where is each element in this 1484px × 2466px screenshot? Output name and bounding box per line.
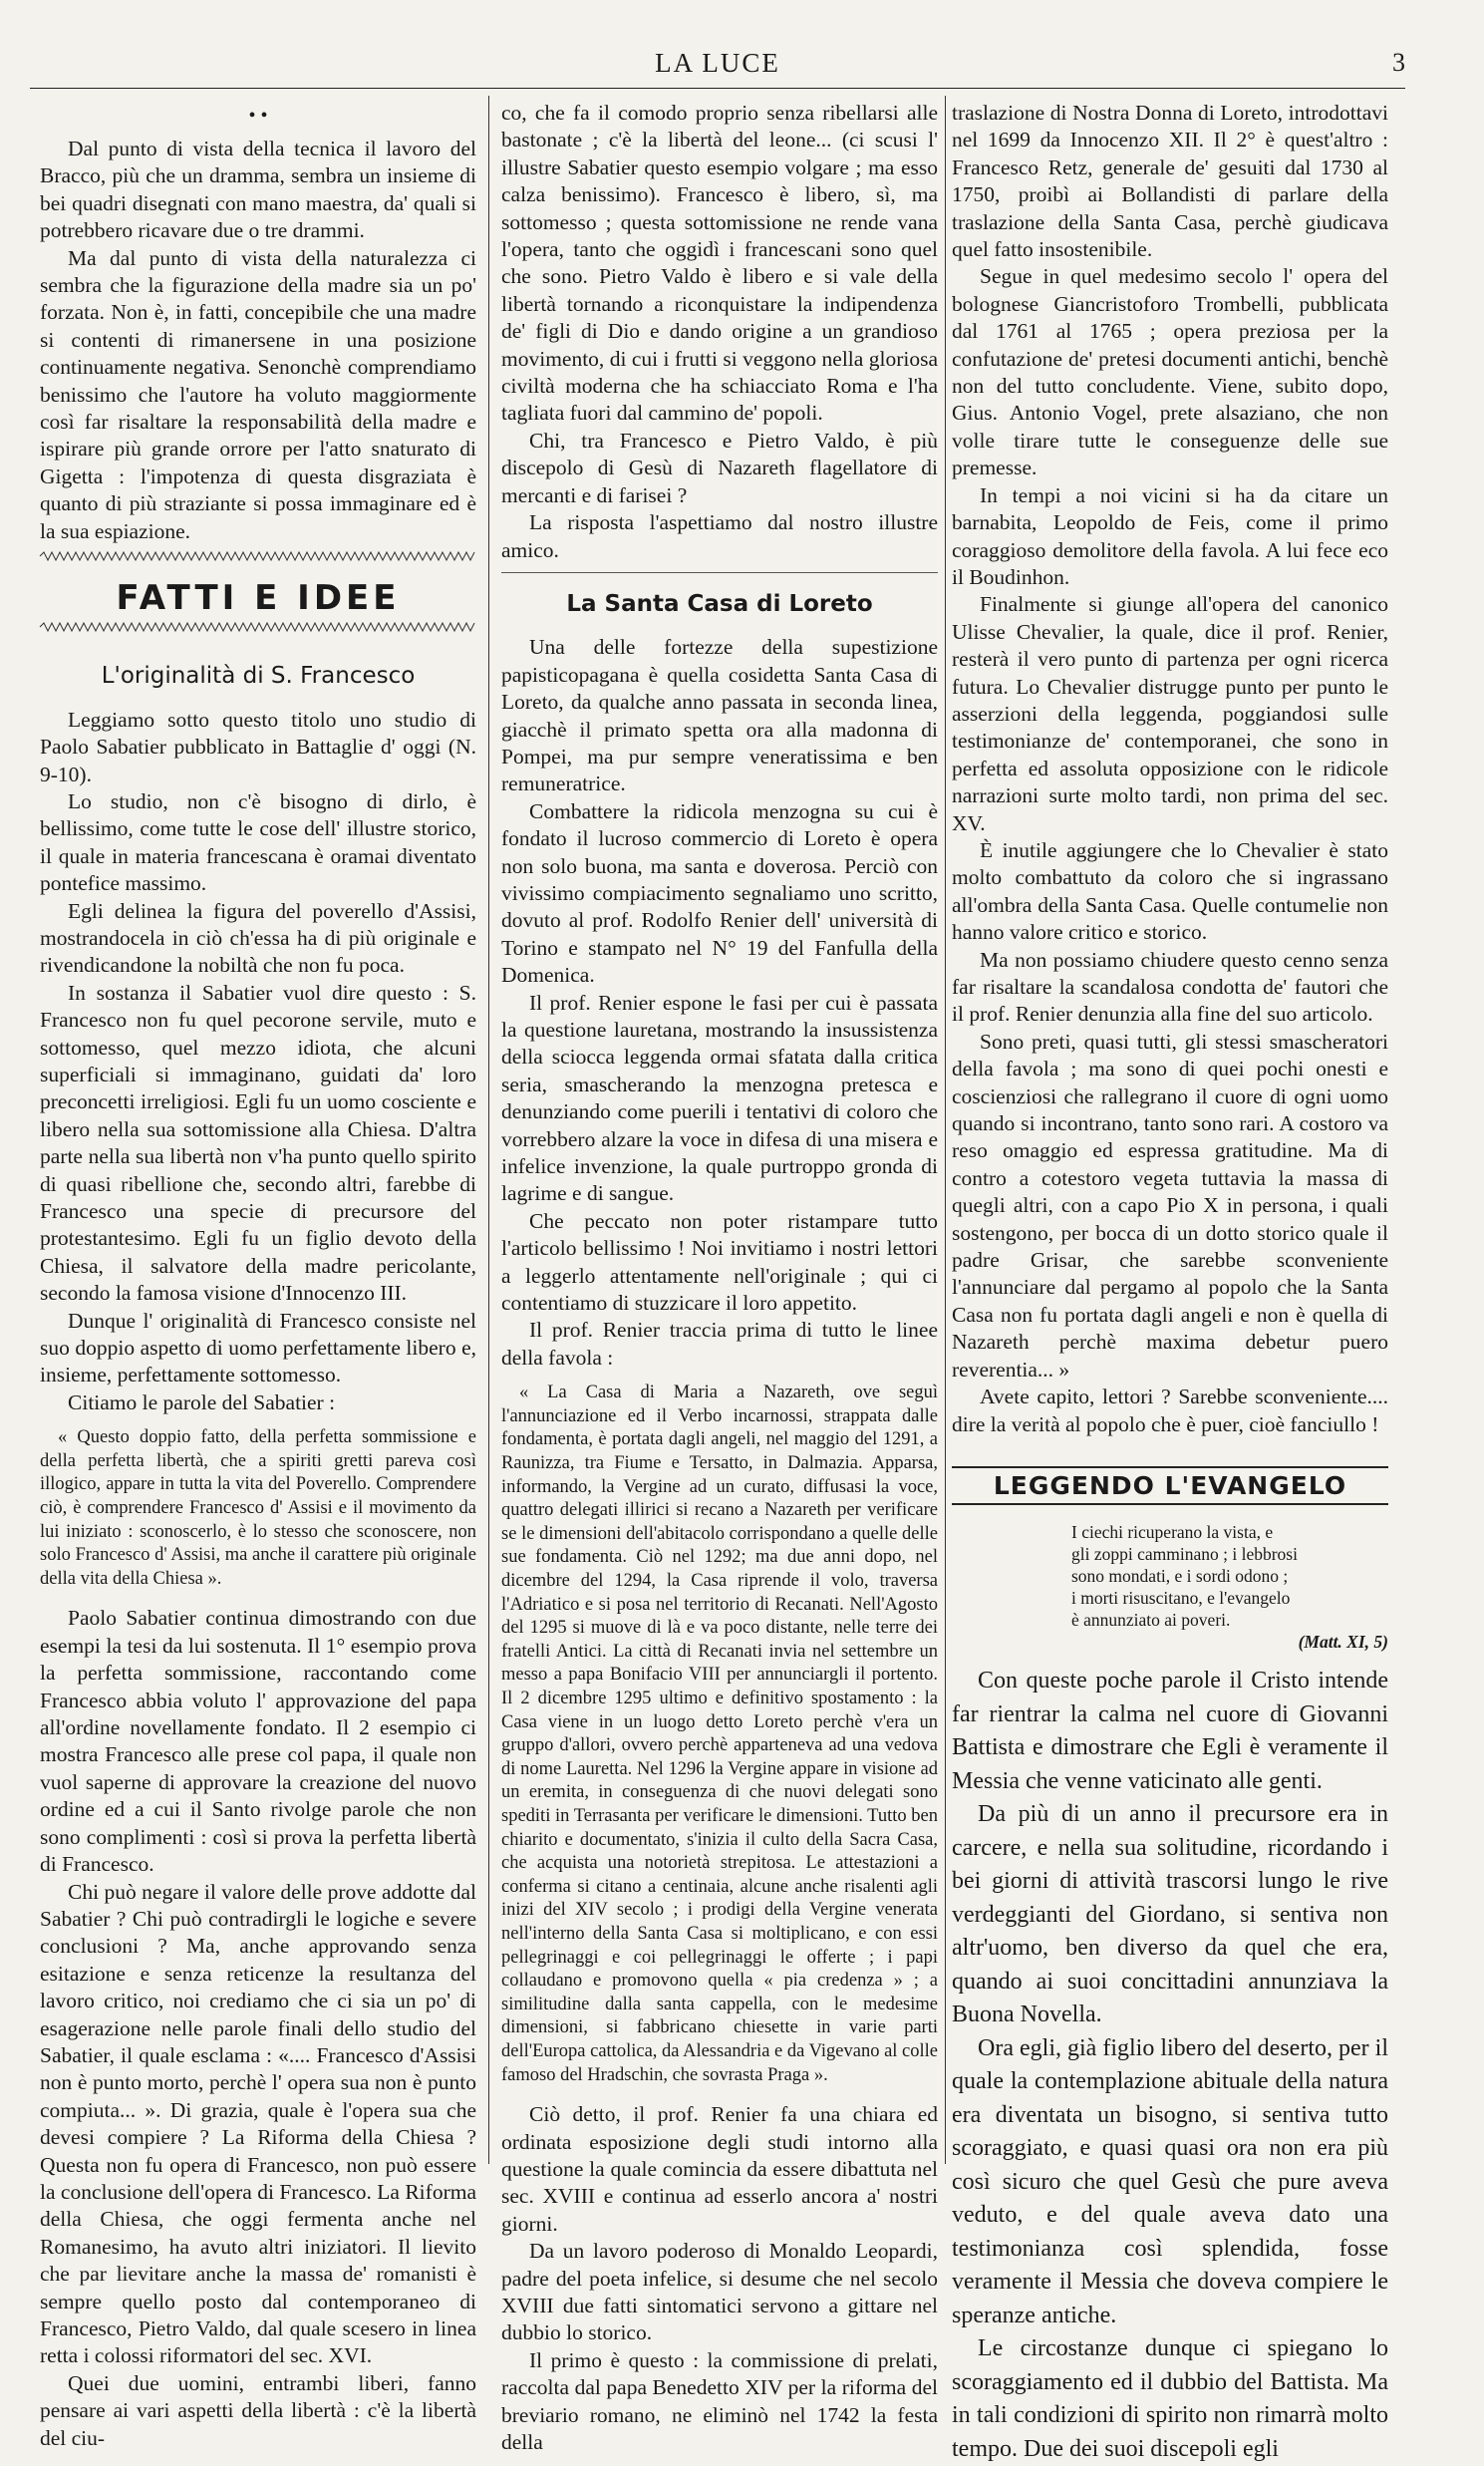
epigraph-line: sono mondati, e i sordi odono ; [1071,1566,1289,1587]
paragraph: traslazione di Nostra Donna di Loreto, introdottavi nel 1699 da Innocenzo XII. Il 2° è quest'altro : Francesco Retz, generale de' gesuiti dal 1730 al 1750, proibì ai Bollandisti di parlare della traslazione della Santa Casa, perchè giudicava quel fatto insostenibile. [952,101,1388,262]
paragraph: Quei due uomini, entrambi liberi, fanno pensare ai vari aspetti della libertà : c'è la libertà del ciu- [40,2370,476,2450]
paragraph: co, che fa il comodo proprio senza ribellarsi alle bastonate ; c'è la libertà del leone... (ci scusi l' illustre Sabatier questo esempio volgare ; ma esso calza benissimo). Francesco è libero, sì, ma sottomesso ; questa sottomissione ne rende vana l'opera, tanto che oggidì i francescani sono quel che sono. Pietro Valdo è libero e si vale della libertà tornando a riconquistare la indipendenza de' figli di Dio e dando origine a un grandioso movimento, di cui i frutti si veggono nella gloriosa civiltà moderna che ha schiacciato Roma e l'ha tagliata fuori dal cammino de' popoli. [501,101,938,426]
paragraph: Sono preti, quasi tutti, gli stessi smascheratori della favola ; ma sono di quei pochi onesti e coscienziosi che rallegrano il cuore di ogni uomo quando si incontrano, tanto sono rari. A costoro va reso omaggio ed espressa gratitudine. Ma di contro a cotestoro vegeta tuttavia la massa di quegli altri, con a capo Pio X in persona, i quali sostengono, per bocca di un dotto storico quale il padre Grisar, che sarebbe sconveniente l'annunciare dal pergamo al popolo che la Santa Casa non fu portata dagli angeli e non è quella di Nazareth perchè maxima debetur puero reverentia... » [952,1029,1388,1382]
paragraph: In sostanza il Sabatier vuol dire questo : S. Francesco non fu quel pecorone servile, muto e sottomesso, quel mezzo idiota, che alcuni superficiali si immaginano, guidati da' loro preconcetti irreligiosi. Egli fu un uomo cosciente e libero nella sua sottomissione alla Chiesa. D'altra parte nella sua libertà non v'ha punto quello spirito di quasi ribellione che, secondo altri, farebbe di Francesco una specie di precursore del protestantesimo. Egli fu un figlio devoto della Chiesa, il salvatore della madre pericolante, secondo la famosa visione d'Innocenzo III. [40,980,476,1306]
paragraph: Ciò detto, il prof. Renier fa una chiara ed ordinata esposizione degli studi intorno alla questione la quale comincia da essere dibattuta nel sec. XVIII e continua ad esserlo ancora a' nostri giorni. [501,2102,938,2236]
paragraph: Leggiamo sotto questo titolo uno studio di Paolo Sabatier pubblicato in Battaglie d' oggi (N. 9-10). [40,707,476,786]
paragraph: Da più di un anno il precursore era in carcere, e nella sua solitudine, ricordando i bei giorni di attività trascorsi lungo le rive verdeggianti del Giordano, si sentiva non altr'uomo, ben diverso da quel che era, quando ai suoi concittadini annunziava la Buona Novella. [952,1801,1388,2028]
paragraph: Citiamo le parole del Sabatier : [68,1389,336,1414]
paragraph: La risposta l'aspettiamo dal nostro illustre amico. [501,510,938,562]
paragraph: Una delle fortezze della supestizione papisticopagana è quella cosidetta Santa Casa di Loreto, da qualche anno passata in seconda linea, giacchè il primato spetta ora alla madonna di Pompei, ma pur sempre veneratissima e ben remuneratrice. [501,635,938,796]
paragraph: Dal punto di vista della tecnica il lavoro del Bracco, più che un dramma, sembra un insieme di bei quadri disegnati con mano maestra, da' quali si potrebbero ricavare due o tre drammi. [40,137,476,243]
paragraph: Il prof. Renier espone le fasi per cui è passata la questione lauretana, mostrando la insussistenza della sciocca leggenda ormai sfatata dalla critica seria, smascherando la menzogna pretesca e denunziando come puerili i tentativi di coloro che vorrebbero alzare la voce in difesa di una misera e infelice invenzione, la quale purtroppo gronda di lagrime e di sangue. [501,990,938,1206]
paragraph: Da un lavoro poderoso di Monaldo Leopardi, padre del poeta infelice, si desume che nel secolo XVIII due fatti sintomatici servono a gittare nel dubbio lo storico. [501,2239,938,2345]
epigraph-line: gli zoppi camminano ; i lebbrosi [1071,1544,1298,1565]
divider [501,572,938,573]
paragraph: Lo studio, non c'è bisogno di dirlo, è bellissimo, come tutte le cose dell' illustre storico, il quale in materia francescana è oramai diventato pontefice massimo. [40,788,476,896]
page-number: 3 [1392,48,1405,77]
quotation [40,1426,476,1591]
paragraph: Il primo è questo : la commissione di prelati, raccolta dal papa Benedetto XIV per la riforma del breviario romano, ne eliminò nel 1742 la festa della [501,2347,938,2454]
article-body [952,1665,1388,2466]
section-title: FATTI E IDEE [116,577,401,618]
paragraph: Segue in quel medesimo secolo l' opera del bolognese Giancristoforo Trombelli, pubblicata dal 1761 al 1765 ; opera preziosa per la confutazione de' pretesi documenti antichi, benchè non del tutto concludente. Viene, subito dopo, Gius. Antonio Vogel, prete alsaziano, che non volle tirare tutte le conseguenze delle sue premesse. [952,264,1388,480]
epigraph-reference: (Matt. XI, 5) [1298,1632,1388,1653]
paragraph: Avete capito, lettori ? Sarebbe sconveniente.... dire la verità al popolo che è puer, cioè fanciullo ! [952,1385,1388,1436]
paragraph: In tempi a noi vicini si ha da citare un barnabita, Leopoldo de Feis, come il primo coraggioso demolitore della favola. A lui fece eco il Boudinhon. [952,482,1388,589]
header-rule [30,88,1405,89]
epigraph [1071,1521,1388,1653]
paragraph: Dunque l' originalità di Francesco consiste nel suo doppio aspetto di uomo perfettamente libero e, insieme, perfettamente sottomesso. [40,1308,476,1387]
column-3 [952,100,1388,2462]
paragraph: Finalmente si giunge all'opera del canonico Ulisse Chevalier, la quale, dice il prof. Renier, resterà il vero punto di partenza per ogni ricerca futura. Lo Chevalier distrugge punto per punto le asserzioni della leggenda, poggiandosi sulle testimonianze de' contemporanei, che sono in perfetta ed assoluta opposizione con le ridicole narrazioni surte molto tardi, non prima del sec. XV. [952,592,1388,835]
intro-text [40,136,476,545]
quote-text: « Questo doppio fatto, della perfetta sommissione e della perfetta libertà, che a spiriti gretti pareva così illogico, appare in tutta la vita del Poverello. Comprendere ciò, è comprendere Francesco d' Assisi e il movimento da lui iniziato : sconoscerlo, è lo stesso che sconoscere, non solo Francesco d' Assisi, ma anche il carattere più originale della vita della Chiesa ». [40,1427,476,1589]
column-1 [40,100,476,2450]
paragraph: Ma dal punto di vista della naturalezza ci sembra che la figurazione della madre sia un po' forzata. Non è, in fatti, concepibile che una madre si contenti di rimanersene in una posizione continuamente negativa. Senonchè comprendiamo benissimo che l'autore ha voluto maggiormente così far risaltare la responsabilità della madre e ispirare più grande orrore per l'atto snaturato di Gigetta : l'impotenza di questa disgraziata è quanto di più straziante si possa immaginare ed è la sua espiazione. [40,245,476,543]
paragraph: Combattere la ridicola menzogna su cui è fondato il lucroso commercio di Loreto è opera non solo buona, ma santa e doverosa. Perciò con vivissimo compiacimento segnaliamo uno scritto, dovuto al prof. Rodolfo Renier dell' università di Torino e stampato nel N° 19 del Fanfulla della Domenica. [501,798,938,988]
paragraph: Il prof. Renier traccia prima di tutto le linee della favola : [501,1318,938,1370]
newspaper-title: LA LUCE [655,48,780,78]
paragraph: Egli delinea la figura del poverello d'Assisi, mostrandocela in ciò ch'essa ha di più originale e rivendicandone la nobiltà che non fu poca. [40,898,476,978]
paragraph: Paolo Sabatier continua dimostrando con due esempi la tesi da lui sostenuta. Il 1° esempio prova la perfetta sommissione, raccontando come Francesco abbia voluto l' approvazione del papa all'ordine novellamente fondato. Il 2 esempio ci mostra Francesco alle prese col papa, il quale non vuol saperne di approvare la creazione del nuovo ordine ed a cui il Santo rivolge parole che non sono complimenti : così si prova la perfetta libertà di Francesco. [40,1606,476,1877]
article-title: La Santa Casa di Loreto [566,590,873,617]
zigzag-divider [40,551,476,561]
quote-text: « La Casa di Maria a Nazareth, ove seguì l'annunciazione ed il Verbo incarnossi, strappata dalle fondamenta, è portata dagli angeli, nel maggio del 1291, a Raunizza, tra Fiume e Tersatto, in Dalmazia. Apparsa, informando, la Vergine ad un curato, diffusasi la voce, quattro delegati illirici si recano a Nazareth per verificare se le dimensioni dell'abitacolo corrispondano a quelle delle sue fondamenta. Ciò nel 1292; ma due anni dopo, nel dicembre del 1294, la Casa riprende il volo, traversa l'Adriatico e si posa nel territorio di Recanati. Nell'Agosto del 1295 si muove di là e va poco distante, nelle terre dei fratelli Antici. La città di Recanati invia nel settembre un messo a papa Bonifacio VIII per annunciargli il portento. Il 2 dicembre 1295 ultimo e definitivo spostamento : la Casa viene in un luogo detto Loreto perchè v'era un gruppo d'allori, ovvero perchè apparteneva ad una vedova di nome Lauretta. Nel 1296 la Vergine appare in visione ad un eremita, in conseguenza di che nuovi delegati sono spediti in Terrasanta per verificare le dimensioni. Tutto ben chiarito e documentato, s'inizia il culto della Sacra Casa, che acquista una notorietà strepitosa. Le attestazioni a conferma si citano a centinaia, alcune anche risalenti agli inizi del XIV secolo ; i prodigi della Vergine venerata nell'interno della Santa Casa si moltiplicano, e con essi pellegrinaggi e coi pellegrinaggi le offerte ; i papi collaudano e promovono quella « pia credenza » ; a similitudine dalla santa cappella, con le medesime dimensioni, si fabbricano chiesette in varie parti dell'Europa cattolica, da Alessandria e da Vigevano al colle famoso del Hradschin, che sovrasta Praga ». [501,1383,939,2085]
zigzag-divider [40,622,476,632]
article-body-continued [501,2101,938,2456]
paragraph: Con queste poche parole il Cristo intende far rientrar la calma nel cuore di Giovanni Battista e dimostrare che Egli è veramente il Messia che venne vaticinato alle genti. [952,1668,1388,1794]
column-2 [501,100,939,2454]
boxed-section-title: LEGGENDO L'EVANGELO [952,1466,1388,1505]
epigraph-line: I ciechi ricuperano la vista, e [1071,1522,1274,1543]
paragraph: Ma non possiamo chiudere questo cenno senza far risaltare la scandalosa condotta de' fautori che il prof. Renier denunzia alla fine del suo articolo. [952,947,1388,1027]
epigraph-line: è annunziato ai poveri. [1071,1610,1231,1631]
article-continuation [952,100,1388,1438]
article-body [501,634,938,1372]
page-header [30,48,1405,90]
paragraph: Che peccato non poter ristampare tutto l'articolo bellissimo ! Noi invitiamo i nostri lettori a leggerlo attentamente nell'originale ; qui ci contentiamo di stuzzicare il loro appetito. [501,1208,938,1316]
quotation [501,1382,938,2087]
column-divider [488,96,489,2164]
article-title: L'originalità di S. Francesco [101,663,416,690]
article-body [40,707,476,1417]
paragraph: Le circostanze dunque ci spiegano lo scoraggiamento ed il dubbio del Battista. Ma in tali condizioni di spirito non rimarrà molto tempo. Due dei suoi discepoli egli [952,2335,1388,2462]
paragraph: Chi può negare il valore delle prove addotte dal Sabatier ? Chi può contradirgli le logiche e severe conclusioni ? Ma, anche approvando senza esitazione e senza reticenze la resultanza del lavoro critico, noi crediamo che ci sia un po' di esagerazione nelle parole finali dello studio del Sabatier, il quale esclama : «.... Francesco d'Assisi non è punto morto, perchè l' opera sua non è punto compiuta... ». Di grazia, quale è l'opera sua che devesi compiere ? La Riforma della Chiesa ? Questa non fu opera di Francesco, non può essere la conclusione dell'opera di Francesco. La Riforma della Chiesa, che oggi fermenta anche nel Romanesimo, ha avuto altri iniziatori. Il lievito che par lievitare anche la massa de' romanisti è sempre quello posto dal contemporaneo di Francesco, Pietro Valdo, dal quale scesero in linea retta i colossi riformatori del sec. XVI. [40,1879,476,2368]
section-separator-dots: • • [248,105,268,127]
column-divider [945,96,946,2164]
epigraph-line: i morti risuscitano, e l'evangelo [1071,1588,1291,1609]
article-body-continued [40,1605,476,2452]
paragraph: Chi, tra Francesco e Pietro Valdo, è più discepolo di Gesù di Nazareth flagellatore di mercanti e di farisei ? [501,428,938,507]
paragraph: È inutile aggiungere che lo Chevalier è stato molto combattuto da coloro che si ingrassano all'ombra della Santa Casa. Quelle contumelie non hanno valore critico e storico. [952,837,1388,945]
article-continuation [501,100,938,564]
paragraph: Ora egli, già figlio libero del deserto, per il quale la contemplazione abituale della natura era diventata un bisogno, si sentiva tutto scoraggiato, e quasi quasi ora non era più così sicuro che quel Gesù che pure aveva veduto, e del quale aveva dato una testimonianza così splendida, fosse veramente il Messia che doveva compiere le speranze antiche. [952,2034,1388,2328]
